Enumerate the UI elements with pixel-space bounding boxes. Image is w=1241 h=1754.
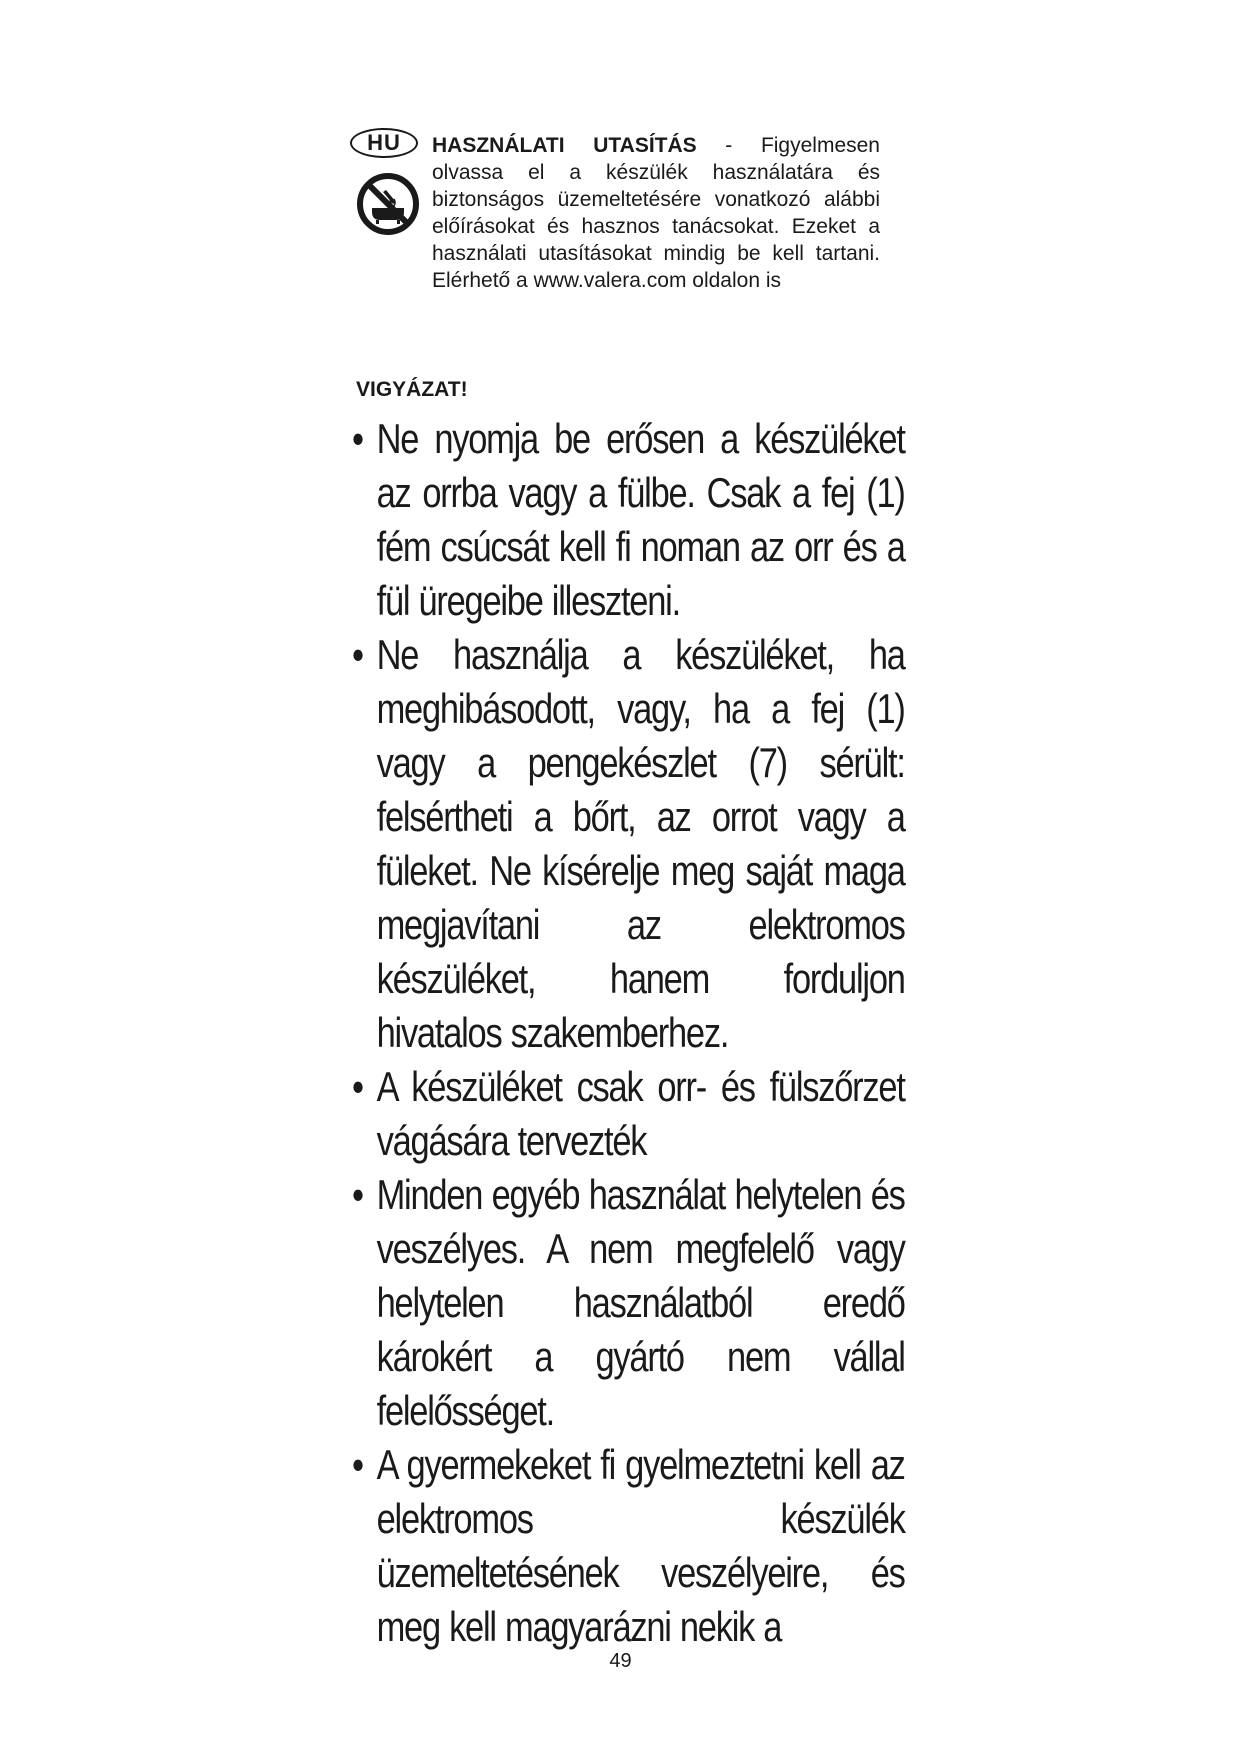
intro-title: HASZNÁLATI UTASÍTÁS xyxy=(432,134,697,157)
list-item: • A gyermekeket fi gyelmeztetni kell az elektromos készülék üzemeltetésének veszélyeire, és meg kell magyarázni nekik a xyxy=(352,1438,905,1654)
list-item: • Minden egyéb használat helytelen és veszélyes. A nem megfelelő vagy helytelen használatból eredő károkért a gyártó nem vállal felelősséget. xyxy=(352,1168,905,1438)
no-bath-use-icon xyxy=(356,172,420,236)
list-item: • A készüléket csak orr- és fülszőrzet vágására tervezték xyxy=(352,1060,905,1168)
list-item: • Ne használja a készüléket, ha meghibásodott, vagy, ha a fej (1) vagy a pengekészlet (7) sérült: felsértheti a bőrt, az orrot vagy a füleket. Ne kísérelje meg saját maga megjavítani az elektromos készüléket, hanem forduljon hivatalos szakemberhez. xyxy=(352,628,905,1060)
caution-label: VIGYÁZAT! xyxy=(356,378,468,401)
intro-paragraph xyxy=(432,132,880,294)
intro-text: - Figyelmesen olvassa el a készülék használatára és biztonságos üzemeltetésére vonatkozó alábbi előírásokat és hasznos tanácsokat. Ezeket a használati utasításokat mindig be kell tartani. Elérhető a www.valera.com oldalon is xyxy=(432,134,880,292)
safety-list xyxy=(352,412,905,1654)
language-badge: HU xyxy=(350,128,418,158)
page-number: 49 xyxy=(609,1650,632,1672)
list-item: • Ne nyomja be erősen a készüléket az orrba vagy a fülbe. Csak a fej (1) fém csúcsát kell fi noman az orr és a fül üregeibe illeszteni. xyxy=(352,412,905,628)
